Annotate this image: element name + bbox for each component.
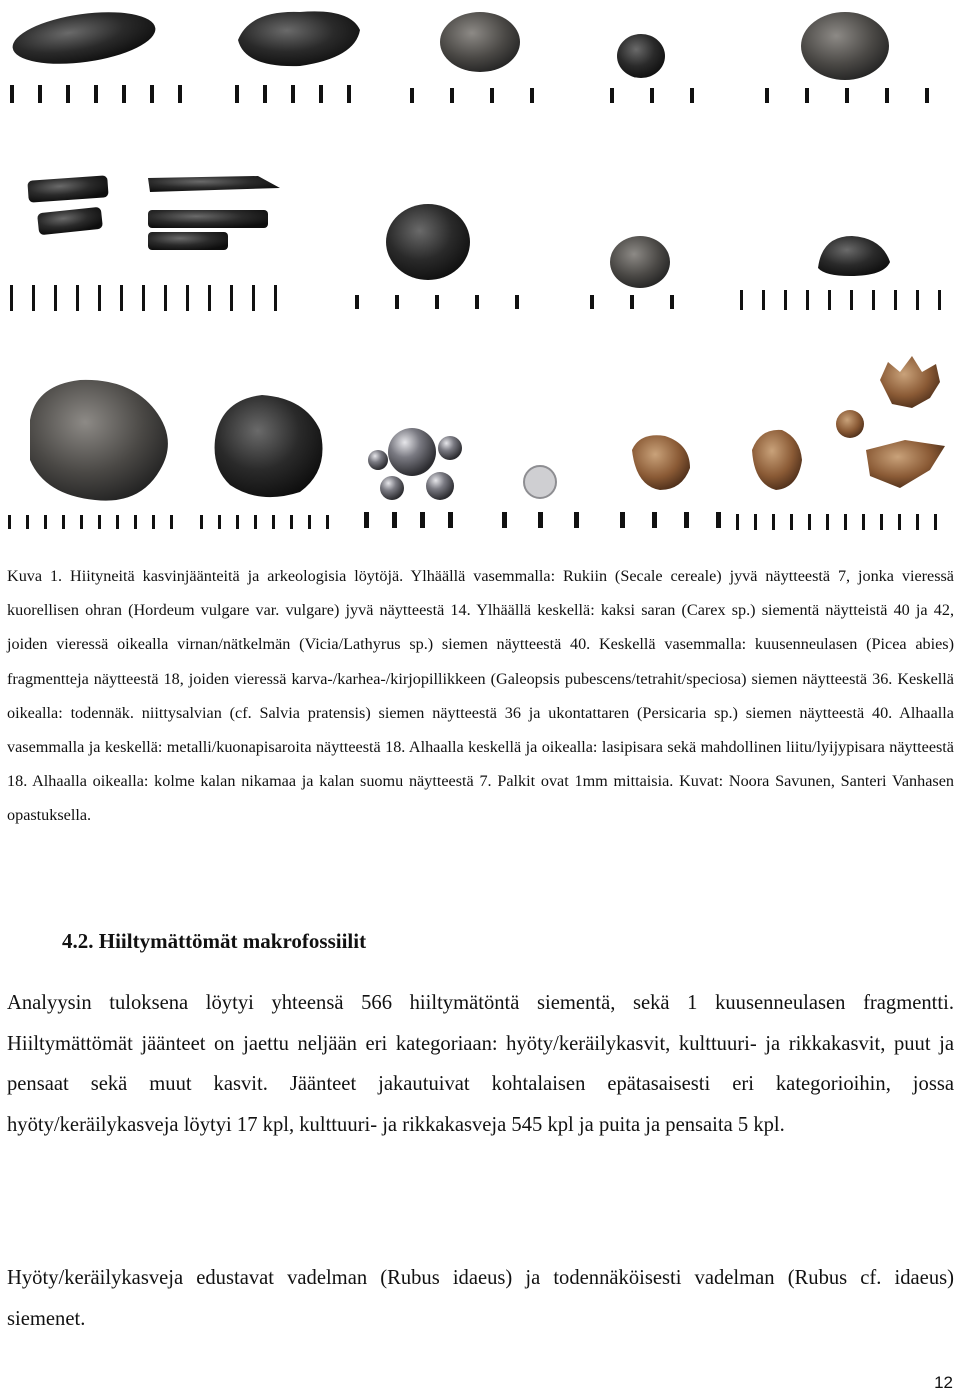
spruce-needle-2 [37,207,103,236]
section-heading: 4.2. Hiiltymättömät makrofossiilit [62,929,367,953]
metal-droplet-4 [380,476,404,500]
fish-vertebra-3 [866,440,945,488]
scale-bars-row3 [8,512,937,530]
fish-vertebra-1 [752,430,802,490]
body-paragraph-1: Analyysin tuloksena löytyi yhteensä 566 hiiltymätöntä siementä, sekä 1 kuusenneulasen fragmentti. Hiiltymättömät jäänteet on jaettu neljään eri kategoriaan: hyöty/keräilykasvit, kulttuuri- ja rikkakasvit, puut ja pensaat sekä muut kasvit. Jäänteet jakautuivat kohtalaisen epätasaisesti eri kategorioihin, jossa hyöty/keräilykasveja löytyi 17 kpl, kulttuuri- ja rikkakasveja 545 kpl ja puita ja pensaita 5 kpl. [7,992,954,1136]
page-number: 12 [934,1373,953,1392]
spruce-needle-5 [148,232,228,250]
salvia-seed [610,236,670,288]
slag-droplet-1 [30,380,168,501]
row3-specimens [30,356,945,501]
figure-caption: Kuva 1. Hiityneitä kasvinjäänteitä ja arkeologisia löytöjä. Ylhäällä vasemmalla: Rukiin (Secale cereale) jyvä näytteestä 7, jonka vieressä kuorellisen ohran (Hordeum vulgare var. vulgare) jyvä näytteestä 14. Ylhäällä keskellä: kaksi saran (Carex sp.) siementä näytteistä 40 ja 42, joiden vieressä oikealla virnan/nätkelmän (Vicia/Lathyrus sp.) siemen näytteestä 40. Keskellä vasemmalla: kuusenneulasen (Picea abies) fragmentteja näytteestä 18, joiden vieressä karva-/karhea-/kirjopillikkeen (Galeopsis pubescens/tetrahit/speciosa) siemen näytteestä 36. Keskellä oikealla: todennäk. niittysalvian (cf. Salvia pratensis) siemen näytteestä 36 ja ukontattaren (Persicaria sp.) siemen näytteestä 40. Alhaalla vasemmalla ja keskellä: metalli/kuonapisaroita näytteestä 18. Alhaalla keskellä ja oikealla: lasipisara sekä mahdollinen liitu/lyijypisara näytteestä 18. Alhaalla oikealla: kolme kalan nikamaa ja kalan suomu näytteestä 7. Palkit ovat 1mm mittaisia. Kuvat: Noora Savunen, Santeri Vanhasen opastuksella. [7,567,954,825]
spruce-needle-3 [148,176,280,192]
spruce-needle-4 [148,210,268,228]
metal-droplet-1 [388,428,436,476]
metal-droplet-3 [438,436,462,460]
rye-grain [9,4,158,72]
metal-droplet-2 [368,450,388,470]
carex-seed-2 [617,34,665,78]
metal-droplet-5 [426,472,454,500]
barley-grain [238,11,360,66]
carex-seed-1 [440,12,520,72]
spruce-needle-1 [27,175,108,203]
galeopsis-seed [386,204,470,280]
row1-specimens [9,4,889,80]
chalk-lead-droplet [632,435,690,490]
fish-vertebra-2 [836,410,864,438]
scale-bars-row1 [10,85,929,103]
persicaria-seed [818,236,890,276]
scale-bars-row2 [10,285,941,311]
row2-specimens [27,175,890,288]
vicia-seed [801,12,889,80]
specimen-photo-plate [0,0,960,540]
glass-droplet [524,466,556,498]
body-paragraph-2: Hyöty/keräilykasveja edustavat vadelman (Rubus idaeus) ja todennäköisesti vadelman (Rubus cf. idaeus) siemenet. [7,1267,954,1330]
slag-droplet-2 [215,395,323,497]
fish-scale [880,356,940,408]
